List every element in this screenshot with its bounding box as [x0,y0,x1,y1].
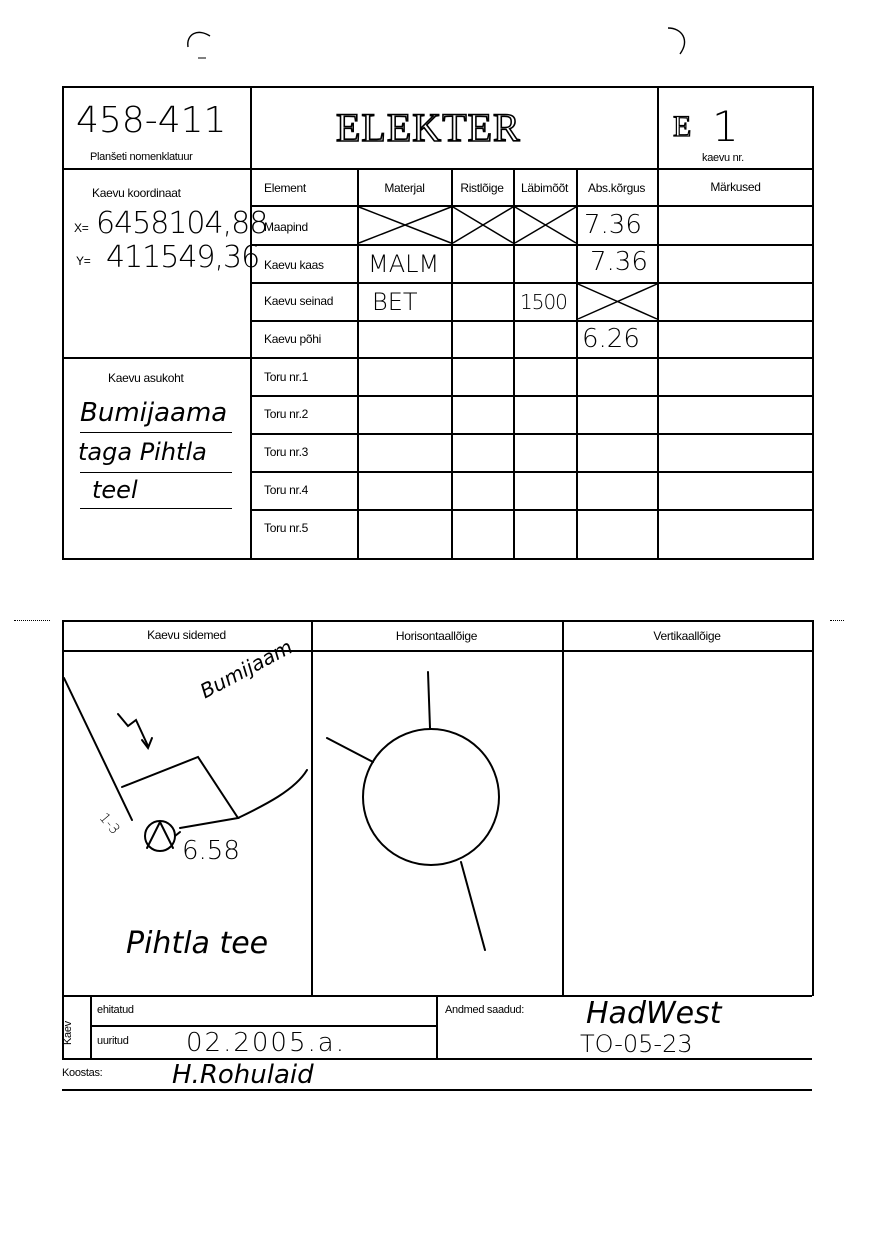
data-received-label: Andmed saadud: [445,1004,524,1016]
x-coordinate-label: X= [74,221,89,235]
x-coordinate-value: 6458104,88 [96,206,268,241]
row-label-ground: Maapind [264,220,308,234]
row-label-lid: Kaevu kaas [264,258,324,272]
coordinates-label: Kaevu koordinaat [92,186,181,200]
surveyed-value: 02.2005.a. [186,1028,346,1058]
form-title: ELEKTER [336,105,521,150]
lid-abs-height: 7.36 [590,247,648,277]
location-label: Kaevu asukoht [108,371,184,385]
header-horizontal-section: Horisontaallõige [395,629,478,643]
location-line-2: taga Pihtla [78,438,207,466]
location-line-3: teel [92,476,138,504]
well-number: 1 [712,102,739,151]
walls-material: BET [372,288,418,316]
row-label-bottom: Kaevu põhi [264,332,322,346]
bottom-abs-height: 6.26 [582,324,640,354]
header-abs-height: Abs.kõrgus [587,181,646,195]
row-label-pipe-1: Toru nr.1 [264,370,308,384]
label-height: 6.58 [182,836,240,866]
footer-side-label: Kaev [62,1021,74,1045]
type-letter: E [673,110,693,143]
row-label-pipe-3: Toru nr.3 [264,445,308,459]
compiled-label: Koostas: [62,1067,103,1079]
header-element: Element [264,181,306,195]
ground-abs-height: 7.36 [584,210,642,240]
built-label: ehitatud [97,1004,134,1016]
nomenclature-value: 458-411 [76,100,227,141]
surveyed-label: uuritud [97,1035,129,1047]
label-pipe-number: 1-3 [95,810,123,838]
label-burnijaam: Bumijaam [196,634,297,704]
y-coordinate-value: 411549,36 [106,240,260,275]
row-label-walls: Kaevu seinad [264,294,334,308]
header-well-connections: Kaevu sidemed [147,628,226,642]
row-label-pipe-2: Toru nr.2 [264,407,308,421]
header-material: Materjal [384,181,425,195]
nomenclature-label: Planšeti nomenklatuur [90,151,193,163]
compiled-value: H.Rohulaid [172,1060,314,1090]
label-road: Pihtla tee [126,926,269,961]
y-coordinate-label: Y= [76,254,91,268]
lid-material: MALM [368,250,440,278]
well-number-label: kaevu nr. [702,152,744,164]
row-label-pipe-4: Toru nr.4 [264,483,308,497]
header-notes: Märkused [710,180,761,194]
header-diameter: Läbimõõt [521,181,568,195]
row-label-pipe-5: Toru nr.5 [264,521,308,535]
location-line-1: Bumijaama [80,398,228,428]
header-cross-section: Ristlõige [460,181,504,195]
walls-diameter: 1500 [520,290,567,314]
data-date: TO-05-23 [580,1030,693,1058]
header-vertical-section: Vertikaallõige [653,629,721,643]
data-source: HadWest [586,996,722,1031]
